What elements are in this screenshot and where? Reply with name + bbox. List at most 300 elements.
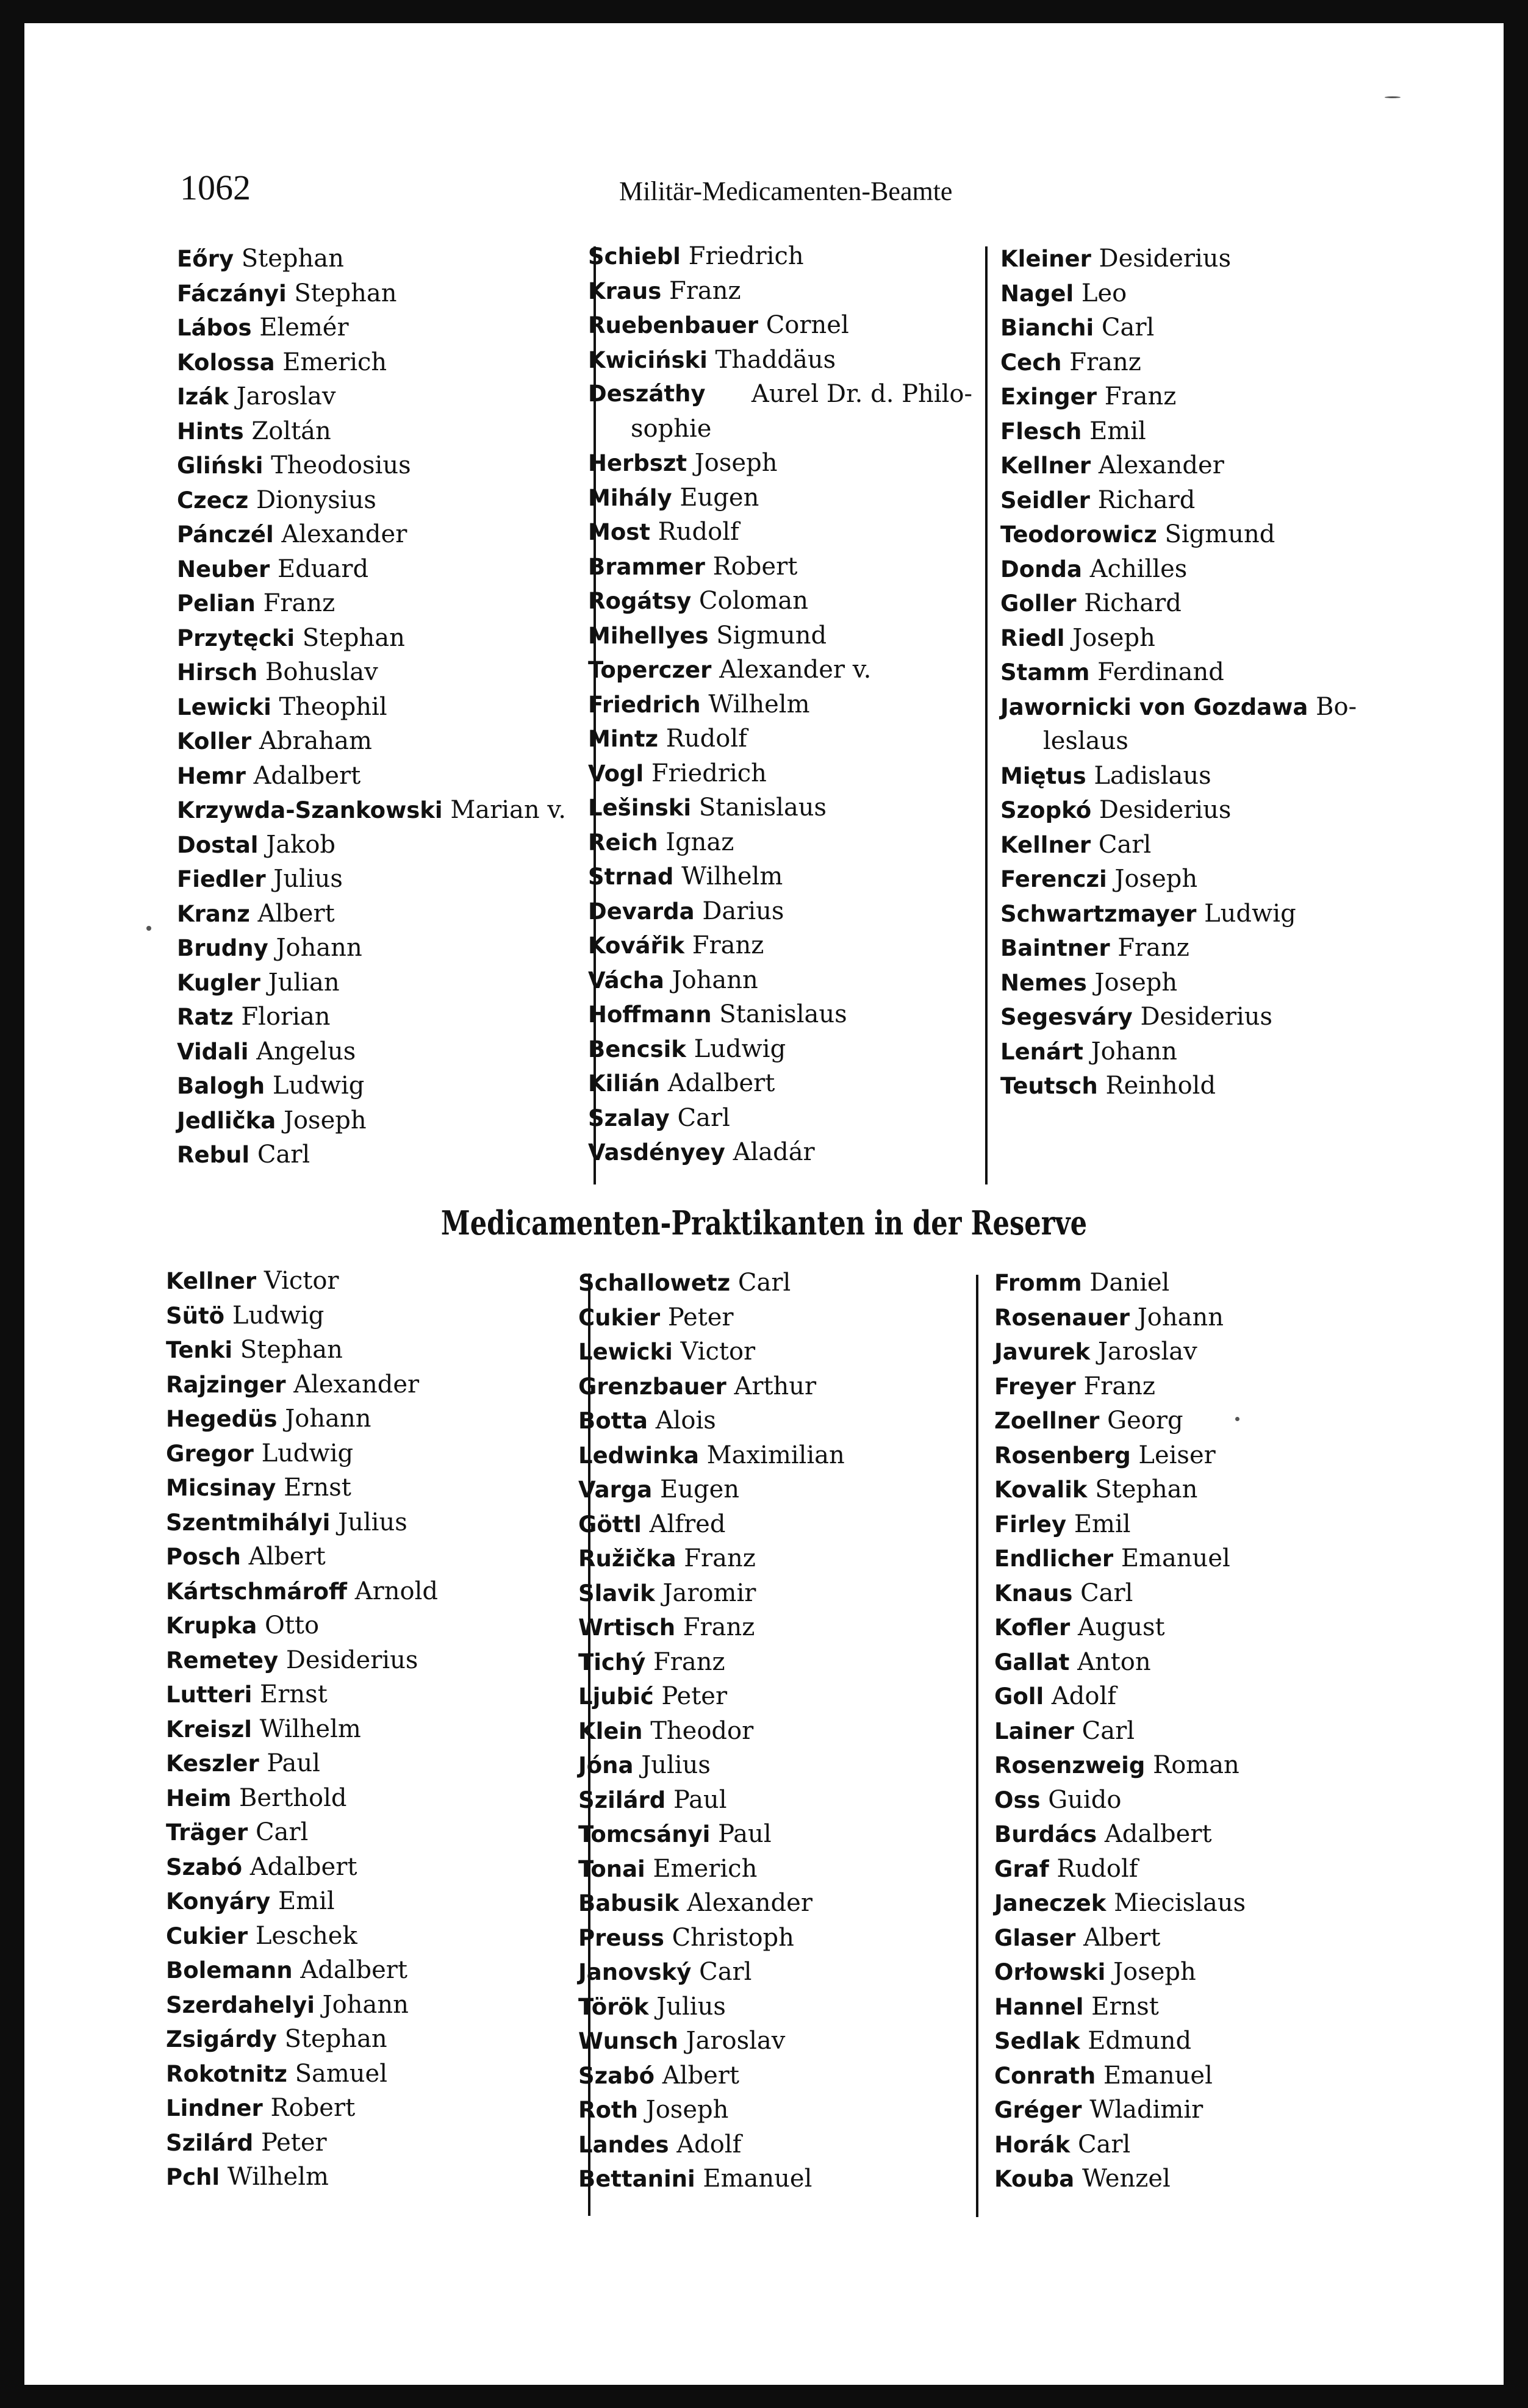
surname: Sütö <box>166 1302 225 1329</box>
surname: Oss <box>994 1786 1041 1813</box>
surname: Tichý <box>578 1649 646 1675</box>
given-name: Darius <box>702 897 784 925</box>
given-name: Edmund <box>1088 2027 1192 2055</box>
list-item <box>588 928 1015 963</box>
given-name: Joseph <box>694 449 778 477</box>
list-item <box>177 483 592 518</box>
given-name: Alexander v. <box>719 656 872 684</box>
surname: Lindner <box>166 2095 263 2121</box>
list-item <box>578 1369 999 1404</box>
list-item <box>588 1066 1015 1101</box>
list-item <box>994 1266 1421 1300</box>
list-item <box>578 2093 999 2127</box>
list-item <box>177 1069 592 1103</box>
list-item <box>166 1953 587 1988</box>
list-item <box>588 274 1015 309</box>
surname: Vidali <box>177 1038 249 1065</box>
given-name: Ladislaus <box>1094 761 1211 790</box>
list-item <box>994 2127 1421 2162</box>
surname: Szilárd <box>578 1786 666 1813</box>
given-name: Emil <box>1074 1510 1131 1538</box>
given-name: Emanuel <box>1121 1544 1230 1572</box>
section1-divider-2 <box>985 246 988 1184</box>
running-title: Militär-Medicamenten-Beamte <box>619 176 953 206</box>
surname: Sedlak <box>994 2028 1080 2054</box>
list-item <box>166 1884 587 1919</box>
given-name: Ludwig <box>232 1301 325 1330</box>
surname: Lewicki <box>578 1339 673 1365</box>
given-name: Albert <box>1083 1923 1161 1952</box>
given-name: Albert <box>662 2061 739 2090</box>
list-item <box>166 1919 587 1954</box>
list-item-continuation <box>1000 724 1464 759</box>
given-name: Julius <box>656 1992 726 2021</box>
given-name: Johann <box>1137 1303 1224 1331</box>
surname: Balogh <box>177 1073 265 1099</box>
surname: Szerdahelyi <box>166 1991 315 2018</box>
surname: Träger <box>166 1819 248 1846</box>
given-name: Ferdinand <box>1097 658 1224 686</box>
list-item <box>1000 793 1464 828</box>
surname: Lewicki <box>177 693 271 720</box>
given-name: Adalbert <box>249 1852 357 1881</box>
list-item <box>177 1138 592 1172</box>
given-name: Franz <box>1117 934 1189 962</box>
given-name: sophie <box>631 414 712 443</box>
list-item <box>578 1438 999 1473</box>
list-item <box>1000 345 1464 380</box>
list-item <box>994 2059 1421 2093</box>
given-name: Julius <box>641 1751 711 1779</box>
given-name: Jaromir <box>662 1578 756 1607</box>
surname: Kellner <box>166 1268 257 1294</box>
surname: Zsigárdy <box>166 2026 277 2052</box>
list-item <box>166 1264 587 1299</box>
surname: Lešinski <box>588 795 692 821</box>
given-name: Joseph <box>1094 968 1178 997</box>
surname: Szabó <box>166 1854 243 1880</box>
surname: Nagel <box>1000 280 1074 307</box>
given-name: Peter <box>661 1682 728 1710</box>
surname: Rosenberg <box>994 1442 1131 1469</box>
surname: Mintz <box>588 726 659 752</box>
surname: Hannel <box>994 1993 1084 2020</box>
surname: Szalay <box>588 1105 670 1131</box>
given-name: Marian v. <box>450 796 566 824</box>
surname: Neuber <box>177 556 270 582</box>
list-item <box>166 2160 587 2195</box>
given-name: Abraham <box>259 727 372 755</box>
list-item <box>578 1266 999 1300</box>
surname: Schwartzmayer <box>1000 900 1197 927</box>
list-item <box>994 1817 1421 1852</box>
surname: Vogl <box>588 760 644 787</box>
section-title: Medicamenten-Praktikanten in der Reserve <box>440 1203 1088 1242</box>
list-item <box>994 1403 1421 1438</box>
surname: Konyáry <box>166 1888 271 1915</box>
given-name: Johann <box>322 1990 409 2019</box>
surname: Pchl <box>166 2164 220 2190</box>
given-name: Stephan <box>302 623 405 652</box>
list-item <box>578 2024 999 2059</box>
list-item <box>994 1507 1421 1542</box>
given-name: Roman <box>1153 1751 1239 1779</box>
list-item <box>994 1852 1421 1887</box>
given-name: Emanuel <box>703 2165 812 2193</box>
surname: Most <box>588 519 650 545</box>
list-item <box>166 1608 587 1643</box>
given-name: Ernst <box>1091 1992 1159 2021</box>
given-name: Eugen <box>660 1475 739 1503</box>
given-name: Arnold <box>354 1577 438 1605</box>
section2-divider-2 <box>976 1275 978 2217</box>
surname: Hemr <box>177 762 246 789</box>
given-name: Adalbert <box>667 1069 775 1097</box>
list-item <box>578 1300 999 1335</box>
list-item <box>588 790 1015 825</box>
given-name: Ludwig <box>694 1034 786 1063</box>
surname: Jóna <box>578 1752 634 1779</box>
given-name: Alois <box>655 1406 716 1435</box>
list-item <box>578 1576 999 1611</box>
section2-col1 <box>166 1264 587 2195</box>
given-name: Johann <box>1091 1037 1177 1066</box>
list-item <box>1000 931 1464 966</box>
surname: Roth <box>578 2097 638 2123</box>
surname: Janeczek <box>994 1890 1107 1916</box>
list-item <box>994 1645 1421 1680</box>
given-name: Theodosius <box>271 451 411 479</box>
list-item <box>166 2126 587 2160</box>
list-item <box>994 1610 1421 1645</box>
given-name: Paul <box>673 1785 727 1814</box>
given-name: Carl <box>1098 830 1152 859</box>
given-name: Bohuslav <box>265 658 378 686</box>
surname: Fáczányi <box>177 280 287 307</box>
given-name: Emerich <box>282 348 387 376</box>
given-name: Alexander <box>293 1370 420 1399</box>
given-name: Leschek <box>255 1921 357 1950</box>
list-item <box>1000 483 1464 518</box>
surname: Gregor <box>166 1440 254 1467</box>
given-name: Franz <box>1069 348 1141 376</box>
list-item <box>166 1643 587 1678</box>
given-name: Adolf <box>676 2130 742 2159</box>
given-name: Sigmund <box>1164 520 1275 548</box>
surname: Kofler <box>994 1614 1071 1641</box>
given-name: Emanuel <box>1103 2061 1213 2090</box>
list-item <box>578 1645 999 1680</box>
given-name: Victor <box>264 1267 339 1295</box>
given-name: Albert <box>257 899 335 928</box>
surname: Schallowetz <box>578 1270 731 1296</box>
list-item <box>177 345 592 380</box>
surname: Teutsch <box>1000 1073 1098 1099</box>
list-item <box>166 1781 587 1816</box>
given-name: Thaddäus <box>715 345 836 374</box>
surname: Göttl <box>578 1511 642 1538</box>
given-name: Joseph <box>645 2096 729 2124</box>
given-name: Reinhold <box>1105 1072 1216 1100</box>
list-item <box>166 1436 587 1471</box>
given-name: Johann <box>672 966 758 994</box>
surname: Horák <box>994 2131 1071 2158</box>
surname: Wrtisch <box>578 1614 676 1641</box>
surname: Miętus <box>1000 762 1086 789</box>
list-item <box>177 310 592 345</box>
list-item <box>166 1299 587 1333</box>
list-item <box>578 1714 999 1749</box>
given-name: Cornel <box>766 311 849 339</box>
given-name: Jaroslav <box>236 382 336 410</box>
list-item <box>177 1103 592 1138</box>
given-name: Franz <box>669 276 741 305</box>
surname: Lainer <box>994 1718 1074 1744</box>
given-name: Rudolf <box>658 518 739 546</box>
surname: Bettanini <box>578 2166 695 2192</box>
given-name: Richard <box>1084 589 1182 617</box>
surname: Keszler <box>166 1750 259 1777</box>
surname: Ljubić <box>578 1683 654 1710</box>
given-name: Richard <box>1097 486 1196 514</box>
list-item <box>994 1921 1421 1955</box>
scan-speck <box>146 926 151 931</box>
given-name: Carl <box>1080 1578 1133 1607</box>
list-item <box>177 379 592 414</box>
given-name: Franz <box>263 589 335 617</box>
surname: Wunsch <box>578 2028 678 2054</box>
list-item <box>994 1886 1421 1921</box>
surname: Stamm <box>1000 659 1090 686</box>
given-name: Carl <box>1077 2130 1131 2159</box>
list-item <box>1000 414 1464 449</box>
list-item <box>1000 1000 1464 1034</box>
given-name: Johann <box>276 934 362 962</box>
given-name: Stephan <box>240 1336 343 1364</box>
given-name: Jakob <box>266 830 336 859</box>
list-item <box>177 759 592 794</box>
given-name: Robert <box>270 2094 356 2122</box>
surname: Javurek <box>994 1339 1091 1365</box>
surname: Kellner <box>1000 831 1091 858</box>
surname: Krzywda-Szankowski <box>177 797 443 823</box>
surname: Kouba <box>994 2166 1075 2192</box>
surname: Jedlička <box>177 1107 276 1134</box>
surname: Slavik <box>578 1580 655 1607</box>
section1-col1 <box>177 242 592 1172</box>
given-name: Carl <box>699 1958 752 1986</box>
surname: Szentmihályi <box>166 1509 331 1536</box>
surname: Remetey <box>166 1647 279 1674</box>
surname: Flesch <box>1000 418 1082 445</box>
list-item <box>588 343 1015 378</box>
surname: Ferenczi <box>1000 866 1107 892</box>
surname: Rebul <box>177 1142 250 1168</box>
list-item <box>588 997 1015 1032</box>
given-name: Victor <box>680 1338 756 1366</box>
list-item <box>588 481 1015 515</box>
surname: Tenki <box>166 1337 233 1363</box>
given-name: Julius <box>338 1508 407 1536</box>
list-item <box>588 446 1015 481</box>
list-item <box>578 1507 999 1542</box>
surname: Grenzbauer <box>578 1373 726 1400</box>
given-name: Franz <box>1104 382 1177 410</box>
list-item <box>994 1748 1421 1783</box>
surname: Babusik <box>578 1890 680 1916</box>
list-item <box>177 414 592 449</box>
surname: Lenárt <box>1000 1038 1083 1065</box>
surname: Teodorowicz <box>1000 521 1157 548</box>
list-item <box>166 1850 587 1885</box>
list-item <box>588 653 1015 687</box>
list-item <box>588 550 1015 584</box>
given-name: Daniel <box>1089 1269 1170 1297</box>
given-name: Stephan <box>241 245 344 273</box>
given-name: Berthold <box>239 1783 347 1812</box>
surname: Rogátsy <box>588 588 692 614</box>
list-item <box>1000 690 1464 725</box>
surname: Ružička <box>578 1546 676 1572</box>
list-item <box>177 1000 592 1034</box>
list-item <box>166 2057 587 2091</box>
list-item <box>578 1921 999 1955</box>
surname: Klein <box>578 1718 643 1744</box>
list-item <box>588 584 1015 618</box>
list-item <box>1000 1069 1464 1103</box>
surname: Landes <box>578 2131 669 2158</box>
surname: Szilárd <box>166 2129 254 2156</box>
given-name: Aurel Dr. d. Philo- <box>751 380 972 408</box>
list-item <box>588 1135 1015 1170</box>
surname: Ledwinka <box>578 1442 699 1469</box>
list-item <box>1000 242 1464 276</box>
list-item <box>1000 621 1464 656</box>
given-name: Eugen <box>680 483 759 512</box>
surname: Rosenauer <box>994 1304 1130 1331</box>
list-item <box>994 1990 1421 2024</box>
surname: Reich <box>588 829 658 856</box>
given-name: Sigmund <box>716 621 827 650</box>
section2-col3 <box>994 1266 1421 2196</box>
given-name: Wladimir <box>1089 2096 1203 2124</box>
surname: Bianchi <box>1000 315 1094 341</box>
list-item <box>588 687 1015 722</box>
given-name: Ernst <box>260 1680 328 1708</box>
surname: Friedrich <box>588 691 701 718</box>
list-item <box>177 828 592 862</box>
given-name: Peter <box>260 2128 327 2157</box>
surname: Brudny <box>177 935 268 961</box>
list-item <box>994 1369 1421 1404</box>
surname: Kreiszl <box>166 1716 252 1743</box>
surname: Conrath <box>994 2062 1096 2089</box>
list-item <box>578 1955 999 1990</box>
surname: Hoffmann <box>588 1002 712 1028</box>
surname: Posch <box>166 1544 241 1570</box>
given-name: Alexander <box>1098 451 1224 479</box>
surname: Gallat <box>994 1649 1070 1675</box>
given-name: Anton <box>1077 1647 1151 1676</box>
given-name: Coloman <box>698 587 809 615</box>
list-item <box>994 1955 1421 1990</box>
given-name: Carl <box>255 1818 309 1846</box>
surname: Kolossa <box>177 349 275 376</box>
list-item <box>578 2127 999 2162</box>
list-item <box>177 242 592 276</box>
given-name: leslaus <box>1043 727 1128 755</box>
list-item <box>166 1815 587 1850</box>
given-name: Desiderius <box>1099 245 1232 273</box>
list-item <box>588 894 1015 929</box>
list-item <box>166 1746 587 1781</box>
surname: Endlicher <box>994 1546 1114 1572</box>
given-name: Franz <box>684 1544 756 1572</box>
list-item <box>1000 759 1464 794</box>
given-name: Jaroslav <box>686 2027 786 2055</box>
surname: Gréger <box>994 2097 1082 2123</box>
given-name: Jaroslav <box>1097 1338 1197 1366</box>
surname: Dostal <box>177 831 259 858</box>
surname: Graf <box>994 1855 1049 1882</box>
given-name: Achilles <box>1089 554 1188 583</box>
scan-speck <box>1235 1417 1239 1421</box>
given-name: Christoph <box>672 1923 794 1952</box>
given-name: Adolf <box>1051 1682 1117 1710</box>
surname: Devarda <box>588 898 695 925</box>
surname: Vasdényey <box>588 1139 725 1166</box>
list-item <box>994 1576 1421 1611</box>
surname: Ratz <box>177 1004 234 1030</box>
list-item <box>177 1034 592 1069</box>
given-name: Joseph <box>1113 1958 1196 1986</box>
list-item <box>166 1367 587 1402</box>
surname: Donda <box>1000 556 1082 582</box>
given-name: Joseph <box>283 1106 367 1134</box>
surname: Firley <box>994 1511 1067 1538</box>
list-item <box>994 2162 1421 2196</box>
surname: Cech <box>1000 349 1062 376</box>
list-item <box>578 1886 999 1921</box>
list-item <box>1000 379 1464 414</box>
list-item <box>1000 655 1464 690</box>
surname: Zoellner <box>994 1408 1100 1434</box>
given-name: Paul <box>718 1820 772 1848</box>
given-name: Paul <box>267 1749 320 1777</box>
surname: Kranz <box>177 900 250 927</box>
given-name: Alfred <box>649 1510 726 1538</box>
list-item <box>1000 897 1464 931</box>
surname: Kwiciński <box>588 346 708 373</box>
surname: Burdács <box>994 1821 1097 1847</box>
page-header <box>180 167 1095 228</box>
given-name: Friedrich <box>651 759 767 787</box>
surname: Baintner <box>1000 935 1110 961</box>
list-item <box>177 724 592 759</box>
given-name: Leiser <box>1138 1441 1216 1469</box>
given-name: Wilhelm <box>227 2163 329 2191</box>
list-item <box>588 377 972 412</box>
list-item <box>588 722 1015 756</box>
list-item <box>177 966 592 1000</box>
list-item <box>177 862 592 897</box>
given-name: Angelus <box>256 1037 356 1066</box>
list-item <box>166 2091 587 2126</box>
given-name: Joseph <box>1114 865 1198 893</box>
list-item <box>994 1679 1421 1714</box>
given-name: Adalbert <box>253 761 361 790</box>
list-item <box>1000 310 1464 345</box>
